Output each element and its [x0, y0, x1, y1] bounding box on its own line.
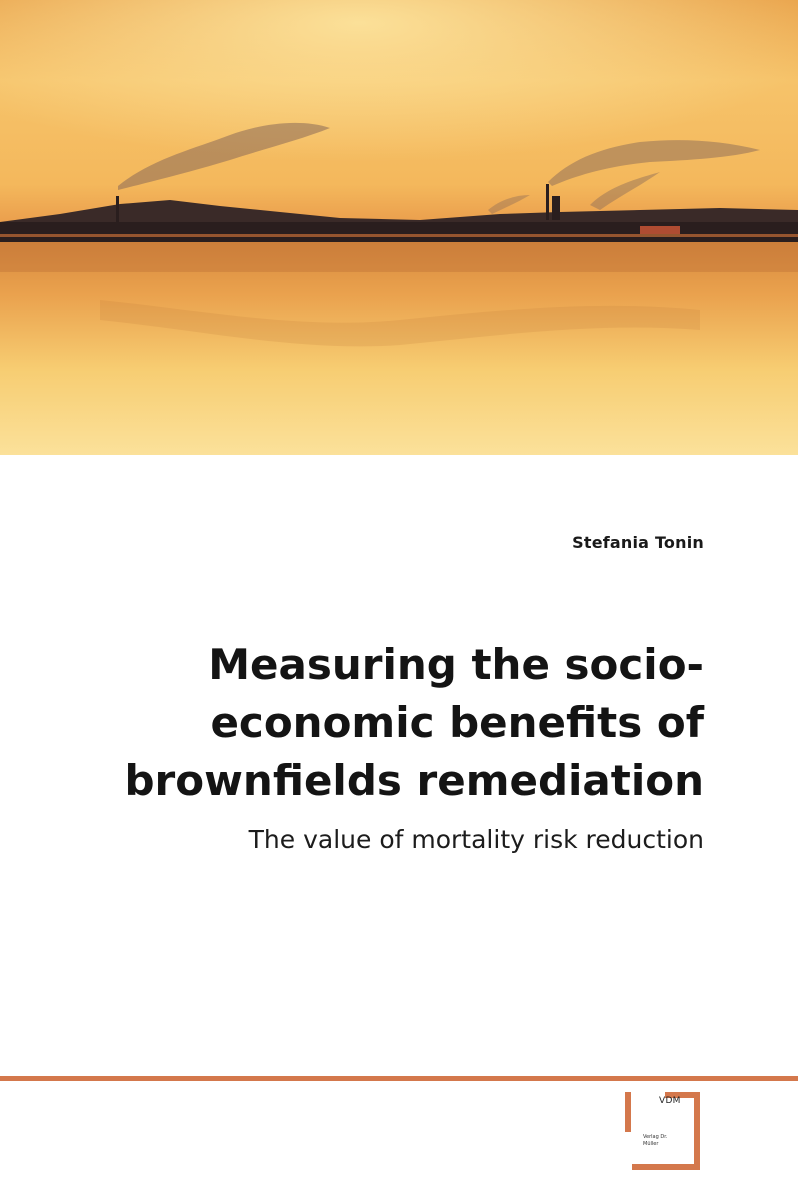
publisher-logo [625, 1092, 710, 1176]
industrial-lake-sunset-photo [0, 0, 798, 455]
book-subtitle: The value of mortality risk reduction [248, 825, 704, 854]
logo-text: VDM [659, 1096, 681, 1106]
title-line: Measuring the socio- [208, 640, 704, 689]
author-name: Stefania Tonin [572, 533, 704, 552]
title-line: economic benefits of [210, 698, 704, 747]
logo-subtext: Verlag Dr. Müller [643, 1134, 668, 1147]
title-line: brownfields remediation [124, 756, 704, 805]
divider [0, 1076, 798, 1081]
book-title [64, 636, 704, 810]
cover-photo [0, 0, 798, 455]
